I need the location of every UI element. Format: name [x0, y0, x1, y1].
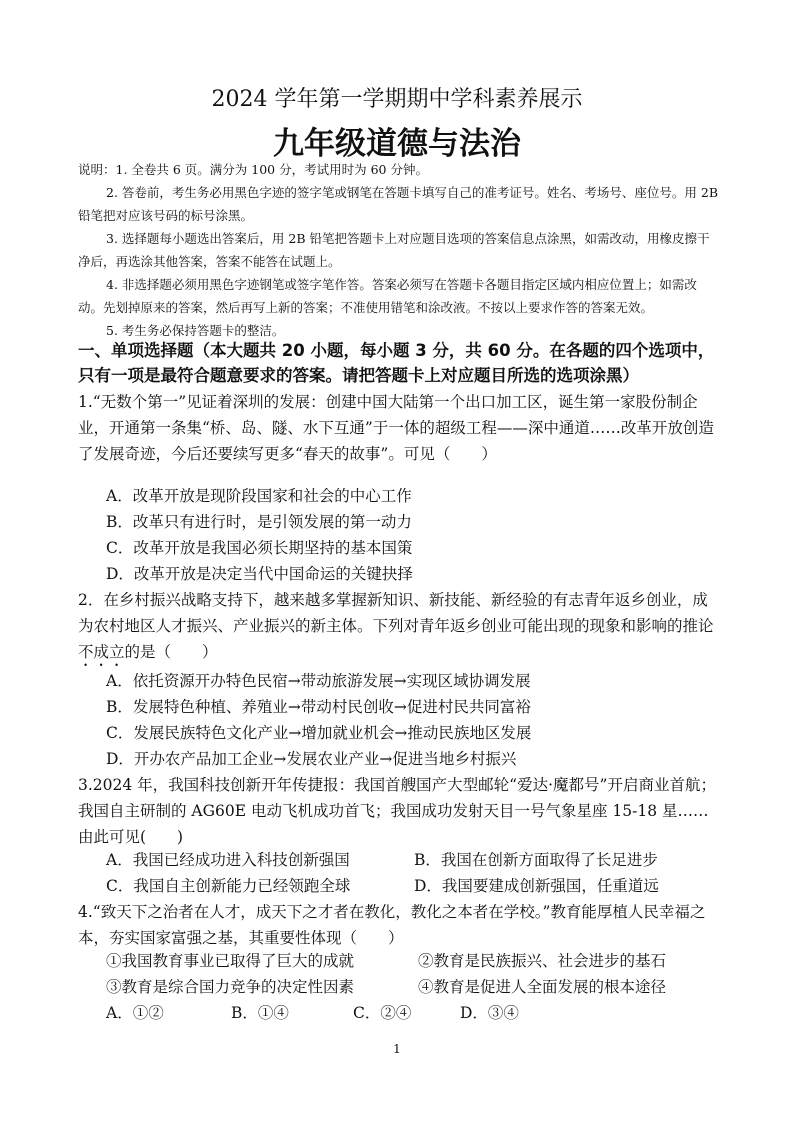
instruction-4: 4. 非选择题必须用黑色字迹钢笔或签字笔作答。答案必须写在答题卡各题目指定区域内相应位置上；如需改动。先划掉原来的答案，然后再写上新的答案；不准使用错笔和涂改液。不按以上要求作答的答案无效。 [78, 277, 697, 315]
question-4-statement-1: ①我国教育事业已取得了巨大的成就 [106, 952, 355, 970]
section-heading: 一、单项选择题（本大题共 20 小题，每小题 3 分，共 60 分。在各题的四个选项中，只有一项是最符合题意要求的答案。请把答题卡上对应题目所选的选项涂黑） [78, 341, 715, 385]
exam-subject: 九年级道德与法治 [273, 126, 521, 162]
question-1-stem: 1.“无数个第一”见证着深圳的发展：创建中国大陆第一个出口加工区，诞生第一家股份制企业，开通第一条集“桥、岛、隧、水下互通”于一体的超级工程——深中通道……改革开放创造了发展奇迹，今后还要续写更多“春天的故事”。可见（ ） [78, 393, 714, 463]
question-2-stem-text: 2．在乡村振兴战略支持下，越来越多掌握新知识、新技能、新经验的有志青年返乡创业，成为农村地区人才振兴、产业振兴的新主体。下列对青年返乡创业可能出现的现象和影响的推论 [78, 591, 714, 635]
question-4-stem: 4.“致天下之治者在人才，成天下之才者在教化，教化之本者在学校。”教育能厚植人民幸福之本，夯实国家富强之基，其重要性体现（ ） [78, 903, 706, 947]
question-4-option-c: C．②④ [353, 1004, 412, 1022]
question-4-option-a: A．①② [106, 1004, 164, 1022]
instruction-3: 3. 选择题每小题选出答案后，用 2B 铅笔把答题卡上对应题目选项的答案信息点涂黑，如需改动，用橡皮擦干净后，再选涂其他答案，答案不能答在试题上。 [78, 231, 710, 269]
instructions [78, 158, 718, 342]
page-number: 1 [393, 1042, 401, 1056]
question-3-option-d: D．我国要建成创新强国，任重道远 [414, 877, 659, 895]
question-3-option-c: C．我国自主创新能力已经领跑全球 [106, 877, 351, 895]
instruction-5: 5. 考生务必保持答题卡的整洁。 [106, 323, 285, 338]
question-2-option-d: D．开办农产品加工企业→发展农业产业→促进当地乡村振兴 [106, 750, 517, 768]
exam-title: 2024 学年第一学期期中学科素养展示 [211, 87, 583, 112]
instruction-1: 说明：1. 全卷共 6 页。满分为 100 分，考试用时为 60 分钟。 [78, 162, 428, 177]
question-1-option-a: A．改革开放是现阶段国家和社会的中心工作 [106, 487, 412, 505]
question-1-option-b: B．改革只有进行时，是引领发展的第一动力 [106, 513, 412, 531]
question-1-option-c: C．改革开放是我国必须长期坚持的基本国策 [106, 539, 413, 557]
question-4-option-b: B．①④ [231, 1004, 289, 1022]
question-2-emphasis: 不成立 [78, 643, 125, 661]
question-4-statement-4: ④教育是促进人全面发展的根本途径 [418, 978, 667, 996]
question-1-option-d: D．改革开放是决定当代中国命运的关键抉择 [106, 565, 413, 583]
question-4-statement-2: ②教育是民族振兴、社会进步的基石 [418, 952, 667, 970]
question-2-option-a: A．依托资源开办特色民宿→带动旅游发展→实现区域协调发展 [106, 672, 531, 690]
instruction-2: 2. 答卷前，考生务必用黑色字迹的签字笔或钢笔在答题卡填写自己的准考证号。姓名、考场号、座位号。用 2B 铅笔把对应该号码的标号涂黑。 [78, 185, 719, 223]
question-3-option-a: A．我国已经成功进入科技创新强国 [106, 851, 350, 869]
question-3-stem: 3.2024 年，我国科技创新开年传捷报：我国首艘国产大型邮轮“爱达·魔都号”开启商业首航；我国自主研制的 AG60E 电动飞机成功首飞；我国成功发射天目一号气象星座 15-18 星……由此可见( ) [78, 776, 716, 846]
question-4-statement-3: ③教育是综合国力竞争的决定性因素 [106, 978, 355, 996]
question-2-option-c: C．发展民族特色文化产业→增加就业机会→推动民族地区发展 [106, 724, 532, 742]
question-3-option-b: B．我国在创新方面取得了长足进步 [414, 851, 658, 869]
question-4-option-d: D．③④ [460, 1004, 519, 1022]
question-2-stem-end: 的是（ ） [124, 643, 218, 661]
question-2-option-b: B．发展特色种植、养殖业→带动村民创收→促进村民共同富裕 [106, 698, 531, 716]
question-2-stem [78, 587, 718, 670]
